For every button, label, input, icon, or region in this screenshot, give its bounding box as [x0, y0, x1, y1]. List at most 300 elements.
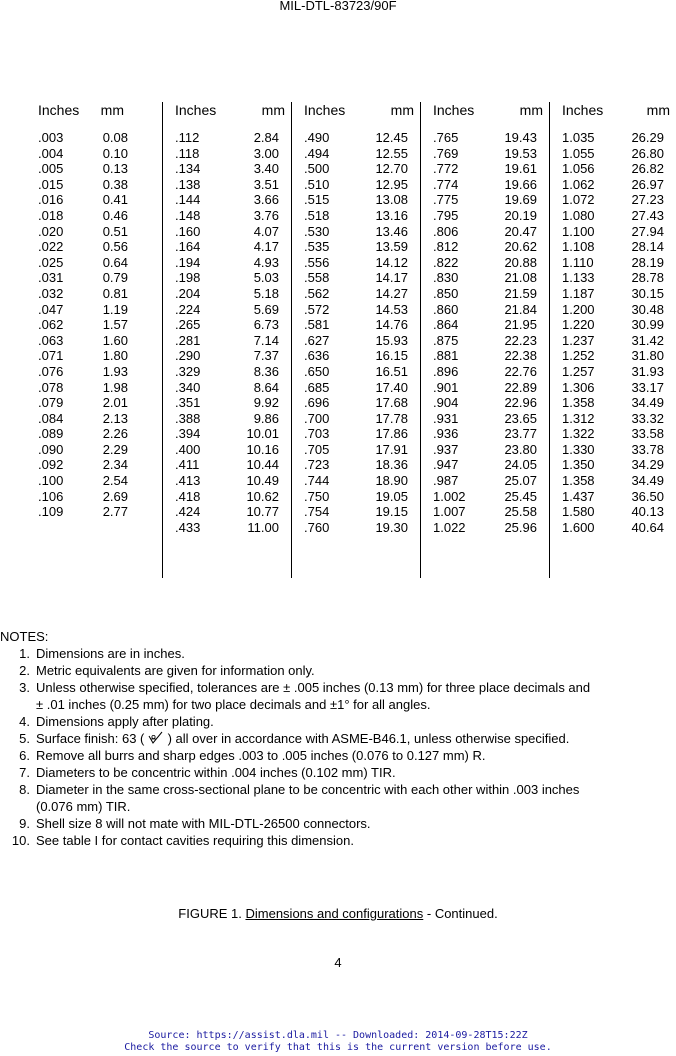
table-row [433, 255, 549, 271]
note-text: See table I for contact cavities requiring this dimension. [36, 833, 354, 848]
table-row [175, 130, 291, 146]
mm-value: 30.99 [631, 317, 664, 333]
inches-value: .703 [304, 426, 330, 442]
mm-value: 17.68 [375, 395, 408, 411]
inches-value: .772 [433, 161, 459, 177]
table-column [420, 102, 549, 578]
mm-value: 13.08 [375, 192, 408, 208]
table-row [304, 489, 420, 505]
mm-value: 19.53 [504, 145, 537, 161]
inches-value: .194 [175, 254, 201, 270]
table-column [38, 102, 130, 520]
table-row [304, 504, 420, 520]
header-mm: mm [390, 102, 414, 118]
inches-value: .020 [38, 223, 64, 239]
table-row [175, 348, 291, 364]
table-row [38, 224, 130, 240]
table-row [175, 255, 291, 271]
column-header [38, 102, 130, 119]
inches-value: .204 [175, 285, 201, 301]
table-row [433, 317, 549, 333]
mm-value: 0.79 [102, 270, 128, 286]
surface-finish-icon [148, 731, 164, 744]
inches-value: .198 [175, 270, 201, 286]
note-item [0, 781, 676, 815]
inches-value: .032 [38, 285, 64, 301]
figure-caption [0, 906, 676, 921]
inches-value: 1.055 [562, 145, 595, 161]
table-row [38, 146, 130, 162]
header-inches: Inches [304, 102, 346, 118]
mm-value: 5.69 [253, 301, 279, 317]
mm-value: 11.00 [247, 519, 279, 535]
table-row [562, 457, 676, 473]
inches-value: .896 [433, 363, 459, 379]
inches-value: .700 [304, 410, 330, 426]
inches-value: 1.056 [562, 161, 595, 177]
table-row [175, 504, 291, 520]
mm-value: 13.46 [375, 223, 408, 239]
table-row [562, 426, 676, 442]
inches-value: .090 [38, 441, 64, 457]
table-row [562, 130, 676, 146]
inches-value: .875 [433, 332, 459, 348]
inches-value: .515 [304, 192, 330, 208]
table-row [562, 286, 676, 302]
inches-value: .510 [304, 176, 330, 192]
table-row [175, 224, 291, 240]
page-header: MIL-DTL-83723/90F [279, 0, 397, 13]
mm-value: 31.93 [631, 363, 664, 379]
mm-value: 19.61 [504, 161, 537, 177]
inches-value: .765 [433, 130, 459, 145]
table-row [38, 457, 130, 473]
mm-value: 27.43 [631, 207, 664, 223]
inches-value: .806 [433, 223, 459, 239]
table-row [304, 520, 420, 536]
inches-value: .830 [433, 270, 459, 286]
table-row [175, 286, 291, 302]
mm-value: 19.05 [375, 488, 408, 504]
note-number: 6. [19, 748, 30, 763]
table-row [433, 239, 549, 255]
mm-value: 0.46 [102, 207, 128, 223]
note-item [0, 764, 676, 781]
mm-value: 2.69 [102, 488, 128, 504]
mm-value: 28.14 [631, 239, 664, 255]
table-row [304, 426, 420, 442]
table-row [175, 426, 291, 442]
table-row [175, 208, 291, 224]
inches-value: .078 [38, 379, 64, 395]
table-row [562, 489, 676, 505]
mm-value: 14.12 [375, 254, 408, 270]
mm-value: 13.16 [375, 207, 408, 223]
table-row [38, 286, 130, 302]
mm-value: 4.93 [253, 254, 279, 270]
inches-value: .411 [175, 457, 200, 473]
inches-value: .018 [38, 207, 64, 223]
inches-value: 1.062 [562, 176, 595, 192]
table-row [433, 130, 549, 146]
inches-value: .754 [304, 504, 330, 520]
mm-value: 22.23 [504, 332, 537, 348]
mm-value: 22.76 [504, 363, 537, 379]
table-row [304, 192, 420, 208]
header-mm: mm [646, 102, 670, 118]
notes-section [0, 628, 676, 849]
table-row [562, 333, 676, 349]
mm-value: 17.40 [375, 379, 408, 395]
table-row [304, 411, 420, 427]
caption-prefix: FIGURE 1. [178, 906, 246, 921]
inches-value: .901 [433, 379, 459, 395]
table-row [562, 380, 676, 396]
mm-value: 27.23 [631, 192, 664, 208]
table-row [433, 395, 549, 411]
mm-value: 5.18 [253, 285, 279, 301]
table-row [304, 286, 420, 302]
note-item [0, 747, 676, 764]
table-row [562, 348, 676, 364]
header-inches: Inches [38, 102, 80, 118]
mm-value: 3.51 [253, 176, 279, 192]
mm-value: 0.13 [102, 161, 128, 177]
mm-value: 0.81 [102, 285, 128, 301]
conversion-table [30, 102, 670, 582]
table-row [433, 380, 549, 396]
table-row [562, 146, 676, 162]
inches-value: 1.187 [562, 285, 595, 301]
inches-value: .079 [38, 395, 64, 411]
note-item [0, 713, 676, 730]
inches-value: .775 [433, 192, 459, 208]
mm-value: 12.55 [375, 145, 408, 161]
table-row [304, 457, 420, 473]
inches-value: 1.110 [562, 254, 594, 270]
mm-value: 10.77 [246, 504, 279, 520]
note-text-continued: ± .01 inches (0.25 mm) for two place decimals and ±1° for all angles. [36, 697, 431, 712]
table-row [433, 457, 549, 473]
table-row [175, 192, 291, 208]
table-row [433, 473, 549, 489]
table-row [38, 130, 130, 146]
table-row [562, 208, 676, 224]
mm-value: 0.10 [102, 145, 128, 161]
inches-value: .413 [175, 473, 201, 489]
inches-value: .016 [38, 192, 64, 208]
inches-value: 1.237 [562, 332, 595, 348]
table-row [175, 146, 291, 162]
table-row [304, 161, 420, 177]
mm-value: 21.59 [504, 285, 537, 301]
table-row [433, 364, 549, 380]
inches-value: .822 [433, 254, 459, 270]
mm-value: 15.93 [375, 332, 408, 348]
inches-value: .005 [38, 161, 64, 177]
mm-value: 10.01 [246, 426, 279, 442]
table-row [304, 333, 420, 349]
inches-value: .987 [433, 473, 459, 489]
source-line: Source: https://assist.dla.mil -- Downloaded: 2014-09-28T15:22Z [148, 1030, 528, 1041]
inches-value: .795 [433, 207, 459, 223]
note-number: 5. [19, 731, 30, 746]
mm-value: 22.38 [504, 348, 537, 364]
inches-value: .518 [304, 207, 330, 223]
table-row [175, 239, 291, 255]
table-row [304, 364, 420, 380]
mm-value: 10.16 [246, 441, 279, 457]
page-number: 4 [334, 955, 342, 970]
mm-value: 1.60 [102, 332, 128, 348]
mm-value: 19.69 [504, 192, 537, 208]
inches-value: 1.580 [562, 504, 595, 520]
mm-value: 2.34 [102, 457, 128, 473]
header-inches: Inches [562, 102, 604, 118]
mm-value: 20.62 [504, 239, 537, 255]
mm-value: 13.59 [375, 239, 408, 255]
mm-value: 12.45 [375, 130, 408, 145]
mm-value: 2.84 [253, 130, 279, 145]
table-row [433, 146, 549, 162]
table-row [304, 130, 420, 146]
table-row [562, 364, 676, 380]
mm-value: 20.19 [504, 207, 537, 223]
mm-value: 34.29 [631, 457, 664, 473]
inches-value: .134 [175, 161, 201, 177]
inches-value: .281 [175, 332, 201, 348]
mm-value: 14.76 [375, 317, 408, 333]
table-row [433, 411, 549, 427]
mm-value: 33.58 [631, 426, 664, 442]
mm-value: 31.80 [631, 348, 664, 364]
table-row [175, 317, 291, 333]
inches-value: .118 [175, 145, 200, 161]
mm-value: 17.78 [375, 410, 408, 426]
mm-value: 16.15 [375, 348, 408, 364]
inches-value: .750 [304, 488, 330, 504]
table-row [175, 364, 291, 380]
inches-value: .092 [38, 457, 64, 473]
table-row [38, 489, 130, 505]
header-inches: Inches [433, 102, 475, 118]
table-row [562, 442, 676, 458]
mm-value: 26.80 [631, 145, 664, 161]
table-row [562, 224, 676, 240]
note-number: 2. [19, 663, 30, 678]
mm-value: 19.66 [504, 176, 537, 192]
table-row [38, 177, 130, 193]
inches-value: .937 [433, 441, 459, 457]
table-row [304, 270, 420, 286]
note-text: Remove all burrs and sharp edges .003 to .005 inches (0.076 to 0.127 mm) R. [36, 748, 486, 763]
note-text: Dimensions are in inches. [36, 646, 185, 661]
mm-value: 0.08 [102, 130, 128, 145]
table-row [304, 317, 420, 333]
mm-value: 3.00 [253, 145, 279, 161]
inches-value: .769 [433, 145, 459, 161]
inches-value: .581 [304, 317, 330, 333]
mm-value: 8.64 [253, 379, 279, 395]
inches-value: 1.330 [562, 441, 595, 457]
inches-value: 1.108 [562, 239, 595, 255]
mm-value: 26.97 [631, 176, 664, 192]
note-number: 4. [19, 714, 30, 729]
mm-value: 9.86 [253, 410, 279, 426]
inches-value: 1.002 [433, 488, 466, 504]
mm-value: 1.98 [102, 379, 128, 395]
mm-value: 10.62 [246, 488, 279, 504]
mm-value: 0.51 [102, 223, 128, 239]
mm-value: 24.05 [504, 457, 537, 473]
mm-value: 10.49 [246, 473, 279, 489]
mm-value: 3.40 [253, 161, 279, 177]
column-header [562, 102, 676, 119]
table-row [175, 489, 291, 505]
inches-value: 1.220 [562, 317, 595, 333]
inches-value: 1.358 [562, 395, 595, 411]
mm-value: 25.96 [504, 519, 537, 535]
note-text-continued: (0.076 mm) TIR. [36, 799, 131, 814]
table-row [562, 504, 676, 520]
column-header [175, 102, 291, 119]
mm-value: 8.36 [253, 363, 279, 379]
notes-title: NOTES: [0, 629, 49, 644]
mm-value: 27.94 [631, 223, 664, 239]
inches-value: .850 [433, 285, 459, 301]
mm-value: 25.45 [504, 488, 537, 504]
inches-value: .904 [433, 395, 459, 411]
table-row [175, 520, 291, 536]
table-row [304, 348, 420, 364]
table-row [304, 224, 420, 240]
inches-value: .022 [38, 239, 64, 255]
note-item [0, 645, 676, 662]
inches-value: 1.358 [562, 473, 595, 489]
inches-value: 1.306 [562, 379, 595, 395]
note-text: Diameters to be concentric within .004 inches (0.102 mm) TIR. [36, 765, 396, 780]
table-row [433, 286, 549, 302]
header-mm: mm [100, 102, 124, 118]
table-row [175, 380, 291, 396]
inches-value: .031 [38, 270, 64, 286]
table-row [562, 473, 676, 489]
table-row [433, 177, 549, 193]
table-row [304, 208, 420, 224]
table-row [433, 442, 549, 458]
note-number: 3. [19, 680, 30, 695]
inches-value: .424 [175, 504, 201, 520]
table-row [562, 520, 676, 536]
table-row [304, 395, 420, 411]
mm-value: 2.54 [102, 473, 128, 489]
inches-value: .723 [304, 457, 330, 473]
table-row [38, 380, 130, 396]
table-row [433, 302, 549, 318]
table-row [175, 333, 291, 349]
inches-value: .144 [175, 192, 201, 208]
table-row [304, 146, 420, 162]
inches-value: .936 [433, 426, 459, 442]
mm-value: 1.19 [102, 301, 128, 317]
mm-value: 40.13 [631, 504, 664, 520]
mm-value: 5.03 [253, 270, 279, 286]
table-row [175, 395, 291, 411]
mm-value: 18.36 [375, 457, 408, 473]
inches-value: 1.257 [562, 363, 595, 379]
table-row [562, 177, 676, 193]
note-number: 7. [19, 765, 30, 780]
inches-value: .558 [304, 270, 330, 286]
source-footer [0, 1030, 676, 1054]
inches-value: 1.007 [433, 504, 466, 520]
table-row [38, 208, 130, 224]
note-text: Shell size 8 will not mate with MIL-DTL-26500 connectors. [36, 816, 371, 831]
inches-value: 1.100 [562, 223, 595, 239]
column-header [433, 102, 549, 119]
note-text [36, 730, 676, 747]
table-row [38, 161, 130, 177]
mm-value: 4.17 [253, 239, 279, 255]
inches-value: .138 [175, 176, 201, 192]
table-row [38, 426, 130, 442]
mm-value: 6.73 [253, 317, 279, 333]
note-text: Metric equivalents are given for information only. [36, 663, 315, 678]
table-row [433, 520, 549, 536]
table-row [433, 504, 549, 520]
table-row [175, 177, 291, 193]
inches-value: .340 [175, 379, 201, 395]
inches-value: .685 [304, 379, 330, 395]
inches-value: .636 [304, 348, 330, 364]
inches-value: 1.252 [562, 348, 595, 364]
table-row [562, 317, 676, 333]
mm-value: 28.19 [631, 254, 664, 270]
table-column [162, 102, 291, 578]
table-row [304, 380, 420, 396]
header-mm: mm [261, 102, 285, 118]
table-row [175, 457, 291, 473]
mm-value: 20.88 [504, 254, 537, 270]
table-row [175, 442, 291, 458]
mm-value: 22.96 [504, 395, 537, 411]
inches-value: .063 [38, 332, 64, 348]
table-row [433, 489, 549, 505]
table-column [291, 102, 420, 578]
mm-value: 26.82 [631, 161, 664, 177]
inches-value: .100 [38, 473, 64, 489]
mm-value: 23.65 [504, 410, 537, 426]
inches-value: .265 [175, 317, 201, 333]
inches-value: .562 [304, 285, 330, 301]
inches-value: .112 [175, 130, 200, 145]
table-row [304, 473, 420, 489]
inches-value: .394 [175, 426, 201, 442]
mm-value: 12.95 [375, 176, 408, 192]
inches-value: .931 [433, 410, 459, 426]
table-row [433, 333, 549, 349]
inches-value: .864 [433, 317, 459, 333]
inches-value: .025 [38, 254, 64, 270]
inches-value: 1.312 [562, 410, 595, 426]
mm-value: 34.49 [631, 395, 664, 411]
inches-value: .106 [38, 488, 64, 504]
table-row [562, 239, 676, 255]
inches-value: .388 [175, 410, 201, 426]
mm-value: 25.58 [504, 504, 537, 520]
inches-value: .224 [175, 301, 201, 317]
table-row [175, 411, 291, 427]
